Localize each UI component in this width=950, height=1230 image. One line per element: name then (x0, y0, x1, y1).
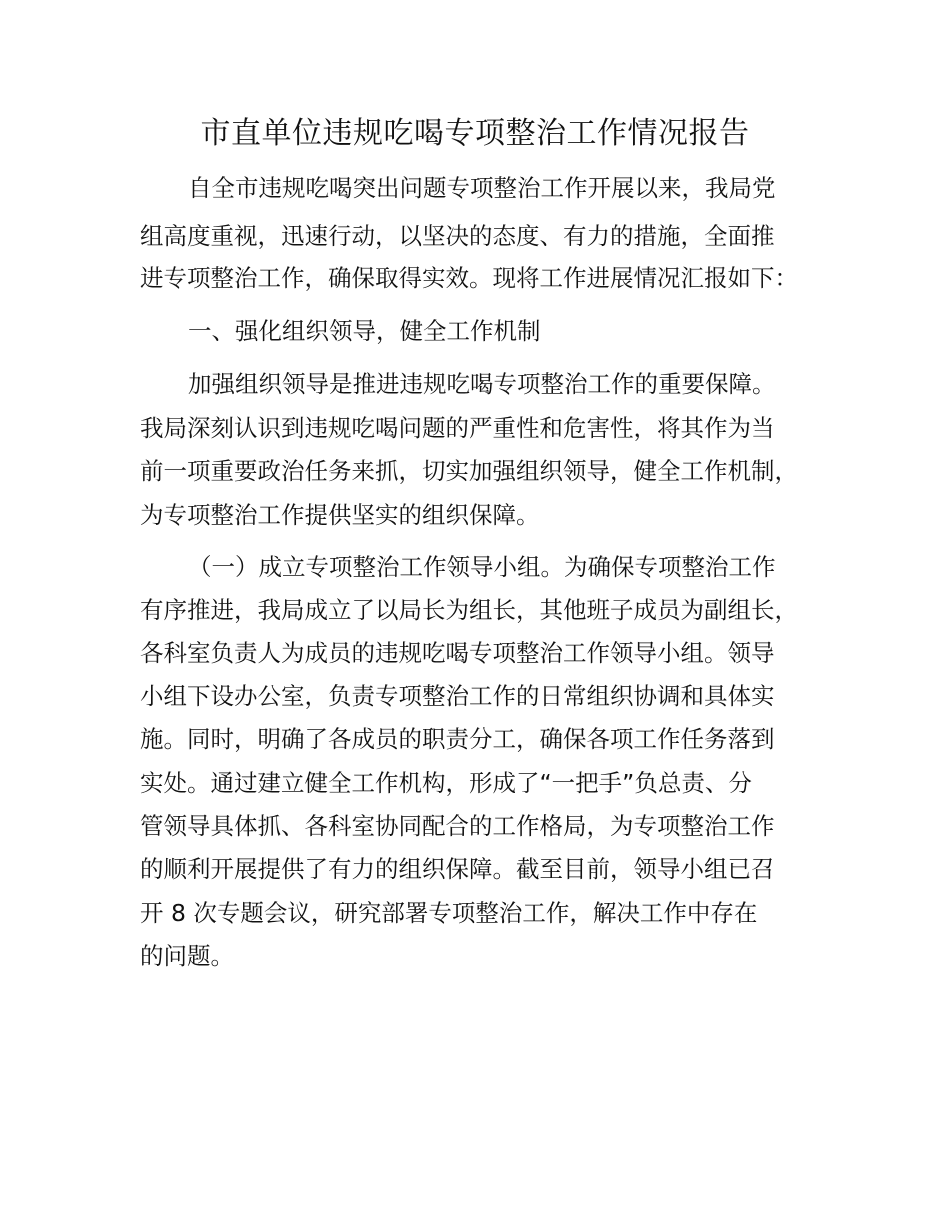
subsection-paragraph-line: 实处。通过建立健全工作机构，形成了“一把手”负总责、分 (140, 769, 752, 797)
intro-line: 进专项整治工作，确保取得实效。现将工作进展情况汇报如下： (140, 264, 798, 292)
subsection-paragraph-line: 的问题。 (140, 942, 234, 970)
subsection-paragraph-line: （一）成立专项整治工作领导小组。为确保专项整治工作 (188, 553, 776, 581)
subsection-paragraph-line: 开 8 次专题会议，研究部署专项整治工作，解决工作中存在 (140, 899, 758, 927)
section-paragraph-line: 前一项重要政治任务来抓，切实加强组织领导，健全工作机制， (140, 457, 798, 485)
subsection-paragraph-line: 小组下设办公室，负责专项整治工作的日常组织协调和具体实 (140, 682, 775, 710)
intro-line: 组高度重视，迅速行动，以坚决的态度、有力的措施，全面推 (140, 222, 775, 250)
section-paragraph-line: 加强组织领导是推进违规吃喝专项整治工作的重要保障。 (188, 370, 776, 398)
subsection-paragraph-line: 管领导具体抓、各科室协同配合的工作格局，为专项整治工作 (140, 812, 775, 840)
subsection-paragraph-line: 的顺利开展提供了有力的组织保障。截至目前，领导小组已召 (140, 855, 775, 883)
section-heading: 一、强化组织领导，健全工作机制 (188, 317, 541, 345)
subsection-paragraph-line: 有序推进，我局成立了以局长为组长，其他班子成员为副组长， (140, 596, 798, 624)
section-paragraph-line: 为专项整治工作提供坚实的组织保障。 (140, 501, 540, 529)
subsection-paragraph-line: 施。同时，明确了各成员的职责分工，确保各项工作任务落到 (140, 725, 775, 753)
intro-line: 自全市违规吃喝突出问题专项整治工作开展以来，我局党 (188, 174, 776, 202)
subsection-paragraph-line: 各科室负责人为成员的违规吃喝专项整治工作领导小组。领导 (140, 639, 775, 667)
section-paragraph-line: 我局深刻认识到违规吃喝问题的严重性和危害性，将其作为当 (140, 414, 775, 442)
document-title: 市直单位违规吃喝专项整治工作情况报告 (200, 116, 750, 151)
